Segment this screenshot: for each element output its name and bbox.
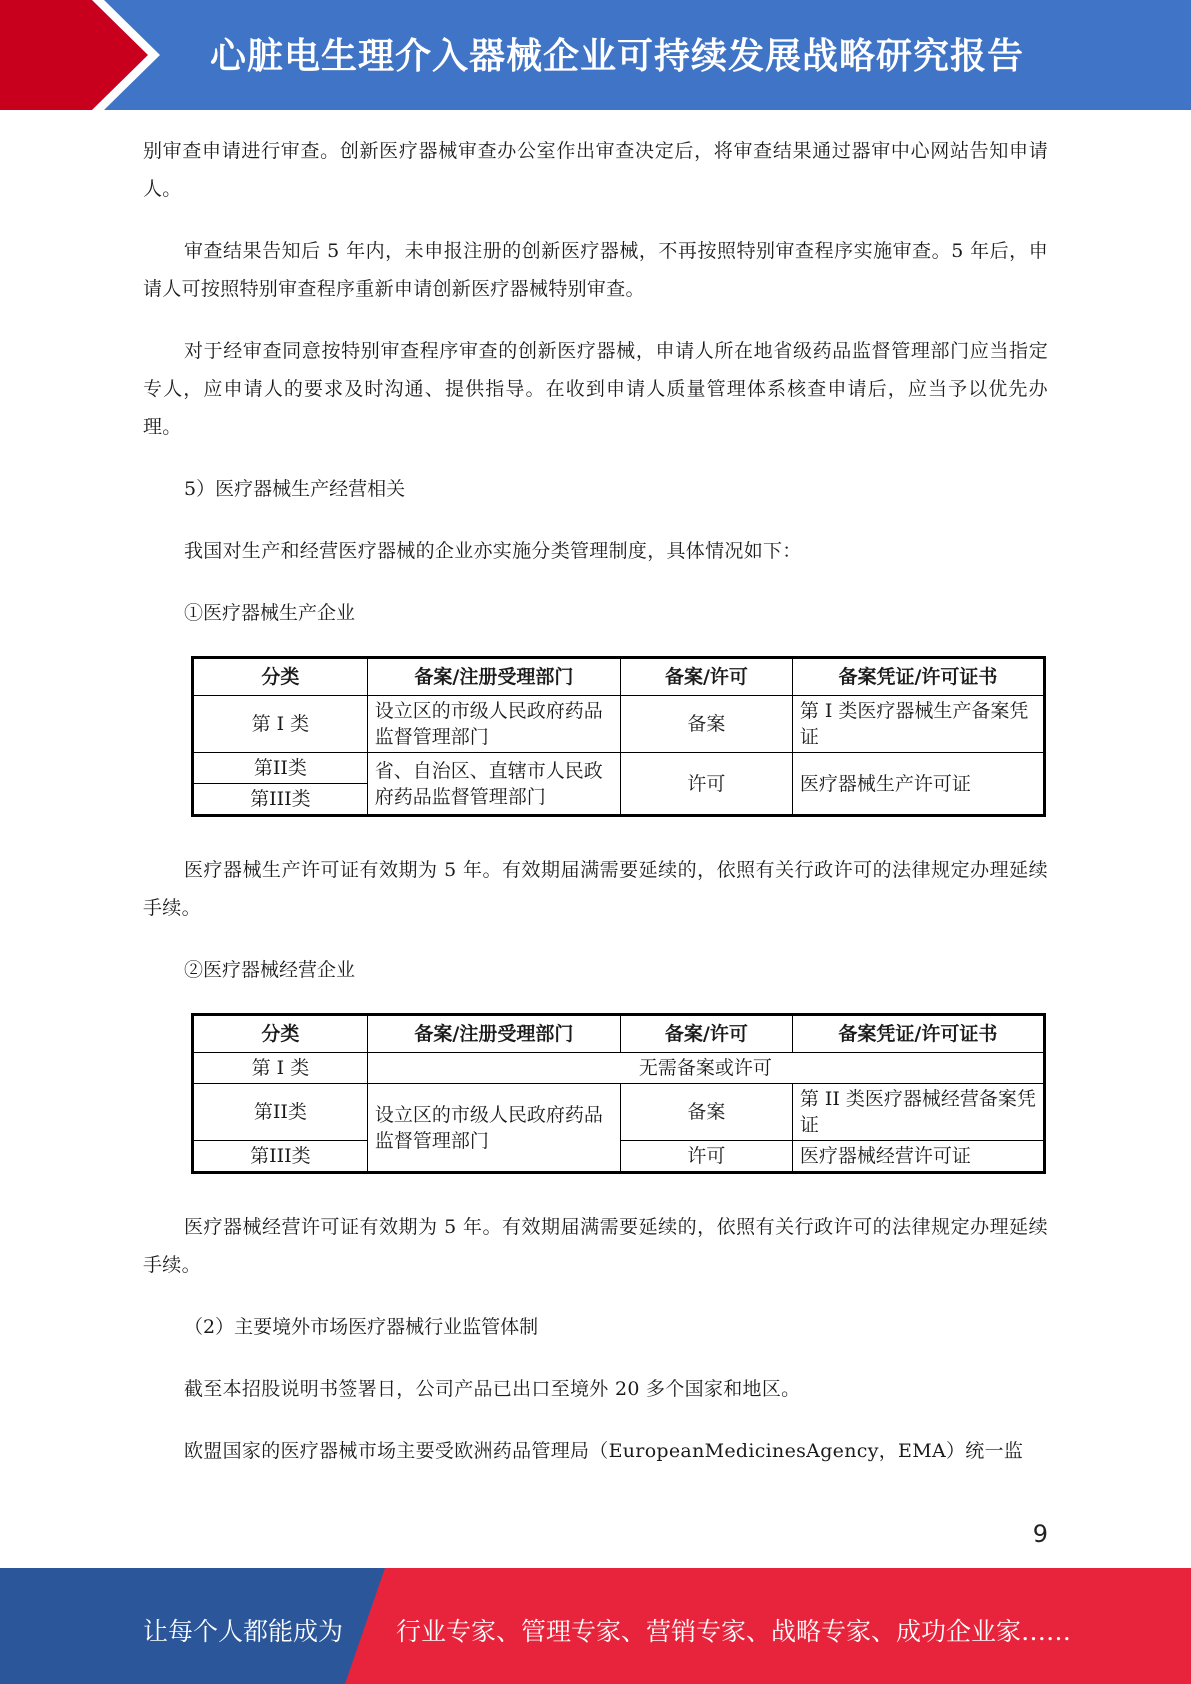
section-heading-production-operation: 5）医疗器械生产经营相关 [184,478,406,500]
paragraph-review-notice: 别审查申请进行审查。创新医疗器械审查办公室作出审查决定后，将审查结果通过器审中心网站告知申请人。 [143,140,1048,200]
paragraph-operation-license-validity: 医疗器械经营许可证有效期为 5 年。有效期届满需要延续的，依照有关行政许可的法律规定办理延续手续。 [143,1216,1048,1276]
paragraph-eu-regulation: 欧盟国家的医疗器械市场主要受欧洲药品管理局（EuropeanMedicinesAgency，EMA）统一监 [184,1440,1024,1462]
production-table [191,656,1046,817]
table-header-cell: 备案/注册受理部门 [367,658,620,696]
table-header-cell: 备案/许可 [620,1015,792,1053]
header-title: 心脏电生理介入器械企业可持续发展战略研究报告 [210,36,1025,77]
table-cell-class: 第II类 [193,1084,368,1141]
table-cell-class: 第III类 [193,1141,368,1173]
table-cell-class: 第III类 [193,784,368,816]
paragraph-special-review: 对于经审查同意按特别审查程序审查的创新医疗器械，申请人所在地省级药品监督管理部门应当指定专人，应申请人的要求及时沟通、提供指导。在收到申请人质量管理体系核查申请后，应当予以优先办理。 [143,340,1048,438]
table-header-cell: 备案/许可 [621,658,793,696]
table-header-cell: 分类 [193,1015,368,1053]
footer-slogan-right: 行业专家、管理专家、营销专家、战略专家、成功企业家…… [396,1617,1072,1646]
table-cell-cert: 医疗器械生产许可证 [792,753,1044,816]
table-header-cell: 备案凭证/许可证书 [792,658,1044,696]
table-cell-type: 许可 [620,1141,792,1173]
table-cell-type: 备案 [621,696,793,753]
footer-slogan-left: 让每个人都能成为 [143,1617,344,1646]
table-header-row [193,1015,1045,1053]
table-cell-class: 第 I 类 [193,696,368,753]
paragraph-five-years: 审查结果告知后 5 年内，未申报注册的创新医疗器械，不再按照特别审查程序实施审查。5 年后，申请人可按照特别审查程序重新申请创新医疗器械特别审查。 [143,240,1048,300]
table-row [193,696,1045,753]
table-header-cell: 备案/注册受理部门 [367,1015,620,1053]
table-cell-merged: 无需备案或许可 [367,1053,1044,1084]
table-header-cell: 备案凭证/许可证书 [792,1015,1044,1053]
table-row [193,1053,1045,1084]
table-cell-dept: 省、自治区、直辖市人民政府药品监督管理部门 [367,753,620,816]
subheading-operation-enterprise: ②医疗器械经营企业 [184,959,356,981]
operation-table [191,1013,1046,1174]
table-header-row [193,658,1045,696]
table-cell-type: 许可 [621,753,793,816]
page-header [0,0,1191,110]
table-cell-class: 第 I 类 [193,1053,368,1084]
table-cell-dept: 设立区的市级人民政府药品监督管理部门 [367,1084,620,1173]
subheading-production-enterprise: ①医疗器械生产企业 [184,602,356,624]
section-heading-overseas-regulation: （2）主要境外市场医疗器械行业监管体制 [184,1316,539,1338]
table-cell-cert: 第 I 类医疗器械生产备案凭证 [792,696,1044,753]
document-body [143,132,1048,1494]
paragraph-classification-intro: 我国对生产和经营医疗器械的企业亦实施分类管理制度，具体情况如下： [184,540,802,562]
page-number: 9 [1032,1520,1048,1548]
paragraph-export-countries: 截至本招股说明书签署日，公司产品已出口至境外 20 多个国家和地区。 [184,1378,801,1400]
table-row [193,1084,1045,1141]
table-header-cell: 分类 [193,658,368,696]
table-cell-type: 备案 [620,1084,792,1141]
table-cell-cert: 第 II 类医疗器械经营备案凭证 [792,1084,1044,1141]
table-cell-dept: 设立区的市级人民政府药品监督管理部门 [367,696,620,753]
table-cell-class: 第II类 [193,753,368,784]
table-row [193,753,1045,784]
table-cell-cert: 医疗器械经营许可证 [792,1141,1044,1173]
paragraph-production-license-validity: 医疗器械生产许可证有效期为 5 年。有效期届满需要延续的，依照有关行政许可的法律规定办理延续手续。 [143,859,1048,919]
